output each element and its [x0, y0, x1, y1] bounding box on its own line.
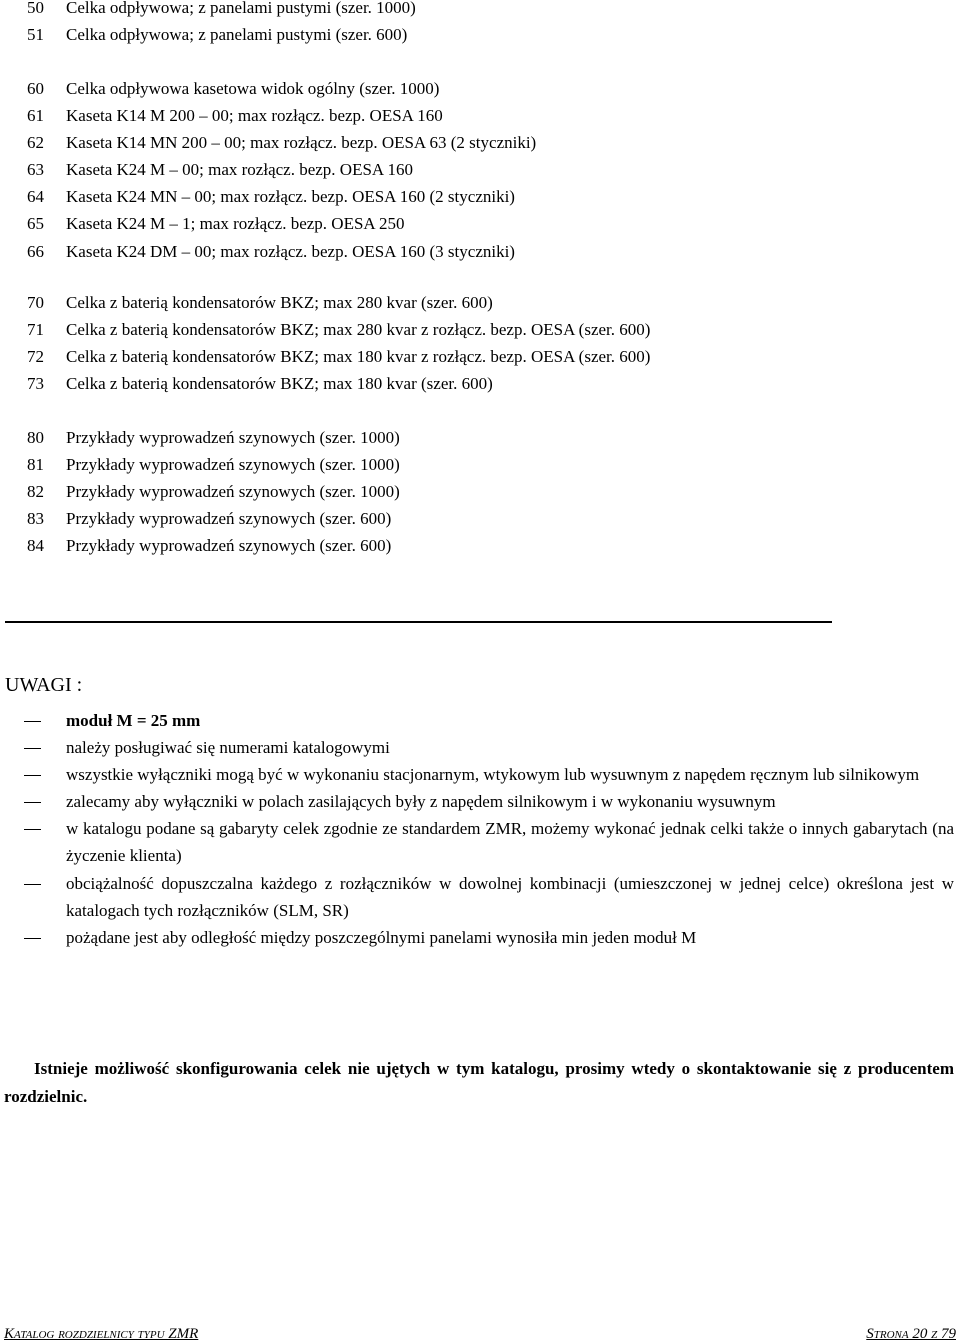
catalog-number: 73: [27, 374, 44, 394]
catalog-description: Celka z baterią kondensatorów BKZ; max 280 kvar z rozłącz. bezp. OESA (szer. 600): [66, 320, 651, 340]
catalog-row: [0, 0, 960, 21]
catalog-description: Przykłady wyprowadzeń szynowych (szer. 600): [66, 536, 392, 556]
note-item: [0, 815, 960, 869]
page-footer: [0, 1326, 960, 1343]
catalog-row: [0, 478, 960, 505]
catalog-row: [0, 129, 960, 156]
catalog-number: 82: [27, 482, 44, 502]
catalog-description: Kaseta K14 MN 200 – 00; max rozłącz. bezp. OESA 63 (2 styczniki): [66, 133, 537, 153]
catalog-row: [0, 75, 960, 102]
notes-list: [0, 707, 960, 951]
dash-bullet-icon: [24, 761, 41, 788]
note-text: wszystkie wyłączniki mogą być w wykonaniu stacjonarnym, wtykowym lub wysuwnym z napędem ręcznym lub silnikowym: [66, 765, 920, 785]
catalog-description: Celka z baterią kondensatorów BKZ; max 180 kvar z rozłącz. bezp. OESA (szer. 600): [66, 347, 651, 367]
catalog-description: Celka odpływowa; z panelami pustymi (szer. 1000): [66, 0, 416, 17]
footer-page-number: Strona 20 z 79: [866, 1326, 956, 1342]
catalog-number: 80: [27, 428, 44, 447]
catalog-row: [0, 532, 960, 559]
note-item: [0, 761, 960, 788]
catalog-number: 72: [27, 347, 44, 367]
catalog-number: 63: [27, 160, 44, 180]
catalog-description: Przykłady wyprowadzeń szynowych (szer. 1000): [66, 428, 400, 447]
dash-bullet-icon: [24, 924, 41, 951]
catalog-number: 64: [27, 187, 44, 207]
catalog-description: Kaseta K24 M – 00; max rozłącz. bezp. OESA 160: [66, 160, 413, 180]
catalog-group: [0, 424, 960, 559]
catalog-row: [0, 102, 960, 129]
catalog-row: [0, 505, 960, 532]
catalog-row: [0, 21, 960, 48]
dash-bullet-icon: [24, 788, 41, 815]
configuration-footnote: Istnieje możliwość skonfigurowania celek nie ujętych w tym katalogu, prosimy wtedy o skontaktowanie się z producentem rozdzielnic.: [4, 1059, 954, 1106]
catalog-description: Celka odpływowa kasetowa widok ogólny (szer. 1000): [66, 79, 440, 98]
note-text: obciążalność dopuszczalna każdego z rozłączników w dowolnej kombinacji (umieszczonej w jednej celce) określona jest w katalogach tych rozłączników (SLM, SR): [66, 873, 954, 920]
catalog-row: [0, 289, 960, 316]
note-text: moduł M = 25 mm: [66, 711, 201, 730]
catalog-group: [0, 75, 960, 265]
catalog-row: [0, 183, 960, 210]
catalog-description: Kaseta K24 M – 1; max rozłącz. bezp. OESA 250: [66, 214, 405, 234]
catalog-row: [0, 210, 960, 237]
footer-catalog-title: Katalog rozdzielnicy typu ZMR: [4, 1326, 199, 1342]
catalog-number: 62: [27, 133, 44, 153]
note-text: pożądane jest aby odległość między poszczególnymi panelami wynosiła min jeden moduł M: [66, 927, 697, 947]
note-text: zalecamy aby wyłączniki w polach zasilających były z napędem silnikowym i w wykonaniu wysuwnym: [66, 792, 776, 812]
catalog-number: 65: [27, 214, 44, 234]
catalog-description: Kaseta K14 M 200 – 00; max rozłącz. bezp. OESA 160: [66, 106, 443, 126]
note-item: [0, 734, 960, 761]
section-divider: [5, 621, 832, 623]
catalog-description: Kaseta K24 MN – 00; max rozłącz. bezp. OESA 160 (2 styczniki): [66, 187, 515, 207]
note-item: [0, 788, 960, 815]
catalog-row: [0, 343, 960, 370]
catalog-description: Celka z baterią kondensatorów BKZ; max 180 kvar (szer. 600): [66, 374, 493, 394]
catalog-number: 51: [27, 25, 44, 45]
catalog-number: 50: [27, 0, 44, 17]
dash-bullet-icon: [24, 815, 41, 842]
catalog-row: [0, 316, 960, 343]
dash-bullet-icon: [24, 870, 41, 897]
note-text: w katalogu podane są gabaryty celek zgodnie ze standardem ZMR, możemy wykonać jednak celki także o innych gabarytach (na życzenie klienta): [66, 819, 954, 866]
catalog-number: 81: [27, 455, 44, 475]
note-text: należy posługiwać się numerami katalogowymi: [66, 738, 390, 758]
catalog-group: [0, 289, 960, 397]
note-item: [0, 924, 960, 951]
catalog-number: 71: [27, 320, 44, 340]
catalog-row: [0, 370, 960, 397]
note-item: [0, 870, 960, 924]
note-item: [0, 707, 960, 734]
catalog-number: 83: [27, 509, 44, 529]
notes-heading: UWAGI :: [5, 674, 83, 696]
catalog-description: Przykłady wyprowadzeń szynowych (szer. 1000): [66, 455, 400, 475]
catalog-description: Przykłady wyprowadzeń szynowych (szer. 600): [66, 509, 392, 529]
catalog-row: [0, 451, 960, 478]
catalog-number: 61: [27, 106, 44, 126]
catalog-row: [0, 156, 960, 183]
catalog-number: 84: [27, 536, 44, 556]
catalog-number: 66: [27, 241, 44, 261]
dash-bullet-icon: [24, 707, 41, 734]
catalog-group: [0, 0, 960, 48]
catalog-description: Przykłady wyprowadzeń szynowych (szer. 1000): [66, 482, 400, 502]
catalog-description: Kaseta K24 DM – 00; max rozłącz. bezp. OESA 160 (3 styczniki): [66, 241, 515, 261]
catalog-row: [0, 424, 960, 451]
dash-bullet-icon: [24, 734, 41, 761]
catalog-description: Celka z baterią kondensatorów BKZ; max 280 kvar (szer. 600): [66, 293, 493, 312]
catalog-row: [0, 238, 960, 265]
catalog-number: 60: [27, 79, 44, 98]
catalog-number: 70: [27, 293, 44, 312]
catalog-description: Celka odpływowa; z panelami pustymi (szer. 600): [66, 25, 408, 45]
